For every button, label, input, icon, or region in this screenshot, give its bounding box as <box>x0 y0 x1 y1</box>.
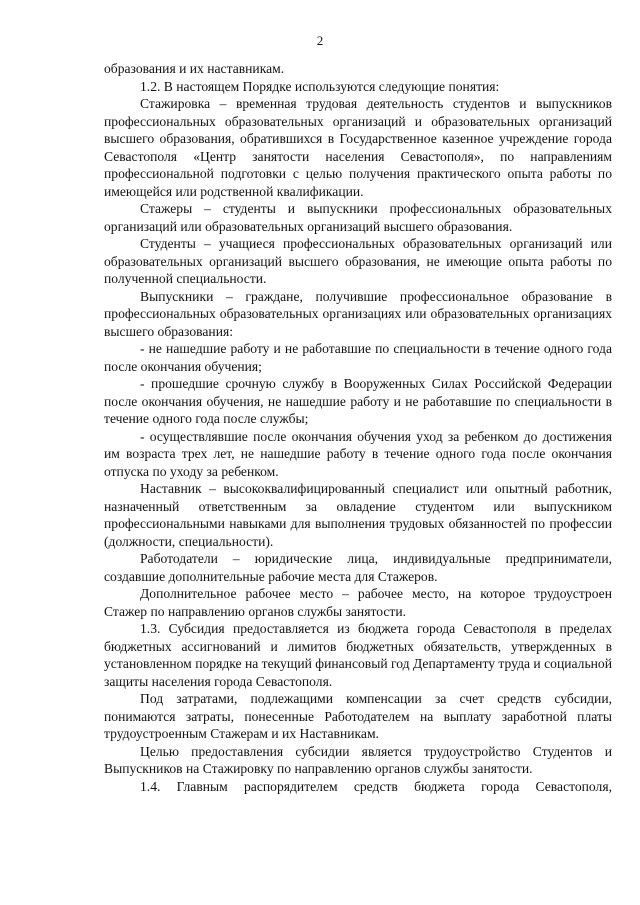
paragraph-purpose: Целью предоставления субсидии является трудоустройство Студентов и Выпускников на Стажировку по направлению органов службы занятости. <box>104 743 612 776</box>
list-item-graduates-3: - осуществлявшие после окончания обучения уход за ребенком до достижения им возраста трех лет, не нашедшие работу в течение одного года после окончания отпуска по уходу за ребенком. <box>104 428 612 479</box>
paragraph-definition-additional-workplace: Дополнительное рабочее место – рабочее место, на которое трудоустроен Стажер по направлению органов службы занятости. <box>104 586 612 619</box>
paragraph-definition-internship: Стажировка – временная трудовая деятельность студентов и выпускников профессиональных образовательных организаций и образовательных организаций высшего образования, обратившихся в Государственное казенное учреждение города Севастополя «Центр занятости населения Севастополя», по направлениям профессиональной подготовки с целью получения практического опыта работы по имеющейся или родственной квалификации. <box>104 96 612 199</box>
page-number: 2 <box>316 33 324 48</box>
paragraph-definition-students: Студенты – учащиеся профессиональных образовательных организаций или образовательных организаций высшего образования, не имеющие опыта работы по полученной специальности. <box>104 236 612 286</box>
paragraph-1-4: 1.4. Главным распорядителем средств бюджета города Севастополя, <box>140 778 612 794</box>
list-item-graduates-1: - не нашедшие работу и не работавшие по специальности в течение одного года после окончания обучения; <box>104 341 612 374</box>
paragraph-definition-employers: Работодатели – юридические лица, индивидуальные предприниматели, создавшие дополнительные рабочие места для Стажеров. <box>104 551 612 584</box>
paragraph-definition-interns: Стажеры – студенты и выпускники профессиональных образовательных организаций или образовательных организаций высшего образования. <box>104 201 612 234</box>
paragraph-1-2-heading: 1.2. В настоящем Порядке используются следующие понятия: <box>140 78 500 94</box>
paragraph-costs: Под затратами, подлежащими компенсации за счет средств субсидии, понимаются затраты, понесенные Работодателем на выплату заработной платы трудоустроенным Стажерам и их Наставникам. <box>104 691 612 741</box>
list-item-graduates-2: - прошедшие срочную службу в Вооруженных Силах Российской Федерации после окончания обучения, не нашедшие работу и не работавшие по специальности в течение одного года после службы; <box>104 376 612 426</box>
paragraph-definition-mentor: Наставник – высококвалифицированный специалист или опытный работник, назначенный ответственным за овладение студентом или выпускником профессиональными навыками для выполнения трудовых обязанностей по профессии (должности, специальности). <box>104 481 612 549</box>
paragraph-continuation: образования и их наставникам. <box>104 61 285 76</box>
paragraph-1-3-subsidy: 1.3. Субсидия предоставляется из бюджета города Севастополя в пределах бюджетных ассигнований и лимитов бюджетных обязательств, утвержденных в установленном порядке на текущий финансовый год Департаменту труда и социальной защиты населения города Севастополя. <box>104 621 612 689</box>
document-body <box>104 60 612 795</box>
paragraph-definition-graduates: Выпускники – граждане, получившие профессиональное образование в профессиональных образовательных организациях или образовательных организациях высшего образования: <box>104 288 612 339</box>
